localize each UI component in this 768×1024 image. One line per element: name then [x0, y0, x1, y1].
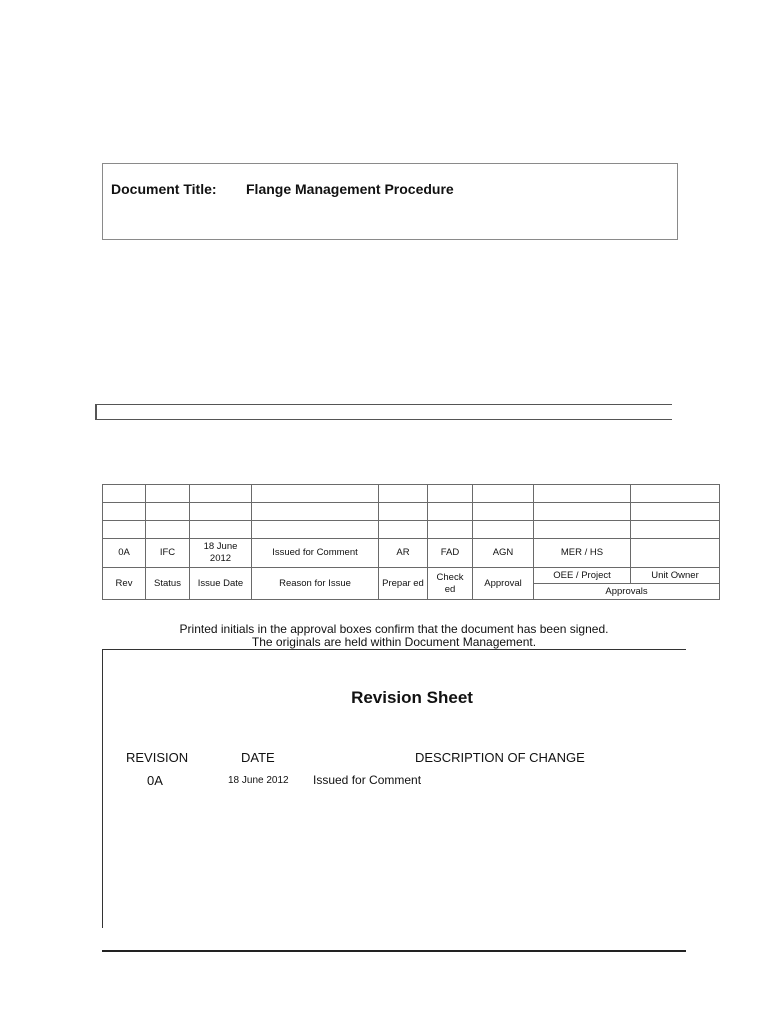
bottom-rule	[102, 950, 686, 952]
cell-reason: Issued for Comment	[252, 539, 379, 568]
revision-entry-date: 18 June 2012	[228, 775, 289, 786]
header-reason: Reason for Issue	[252, 568, 379, 600]
cell-oee-project: MER / HS	[534, 539, 631, 568]
document-title-label: Document Title:	[111, 181, 217, 197]
revision-column-header: REVISION	[126, 750, 189, 765]
header-unit-owner: Unit Owner	[631, 568, 720, 584]
revision-entry-revision: 0A	[147, 773, 163, 788]
document-title-box	[102, 163, 678, 240]
cell-unit-owner	[631, 539, 720, 568]
separator-bar	[95, 404, 672, 420]
header-checked: Check ed	[428, 568, 473, 600]
cell-checked: FAD	[428, 539, 473, 568]
signature-note-line2: The originals are held within Document Management.	[251, 635, 537, 649]
header-issue-date: Issue Date	[190, 568, 252, 600]
cell-prepared: AR	[379, 539, 428, 568]
approval-table	[102, 484, 720, 600]
document-title-value: Flange Management Procedure	[246, 181, 454, 197]
header-prepared: Prepar ed	[379, 568, 428, 600]
table-row-blank	[103, 503, 720, 521]
table-row-blank	[103, 485, 720, 503]
cell-status: IFC	[146, 539, 190, 568]
table-row-0a	[103, 539, 720, 568]
date-column-header: DATE	[241, 750, 275, 765]
header-status: Status	[146, 568, 190, 600]
revision-entry-description: Issued for Comment	[313, 773, 422, 787]
signature-note-line1: Printed initials in the approval boxes confirm that the document has been signed.	[179, 622, 609, 636]
table-row-blank	[103, 521, 720, 539]
revision-sheet-title: Revision Sheet	[351, 688, 473, 707]
header-approvals: Approvals	[534, 584, 720, 600]
table-header-row	[103, 568, 720, 584]
description-column-header: DESCRIPTION OF CHANGE	[415, 750, 585, 765]
header-rev: Rev	[103, 568, 146, 600]
cell-issue-date: 18 June 2012	[190, 539, 252, 568]
header-approval: Approval	[473, 568, 534, 600]
header-oee-project: OEE / Project	[534, 568, 631, 584]
cell-approval: AGN	[473, 539, 534, 568]
cell-rev: 0A	[103, 539, 146, 568]
signature-note	[102, 623, 686, 649]
